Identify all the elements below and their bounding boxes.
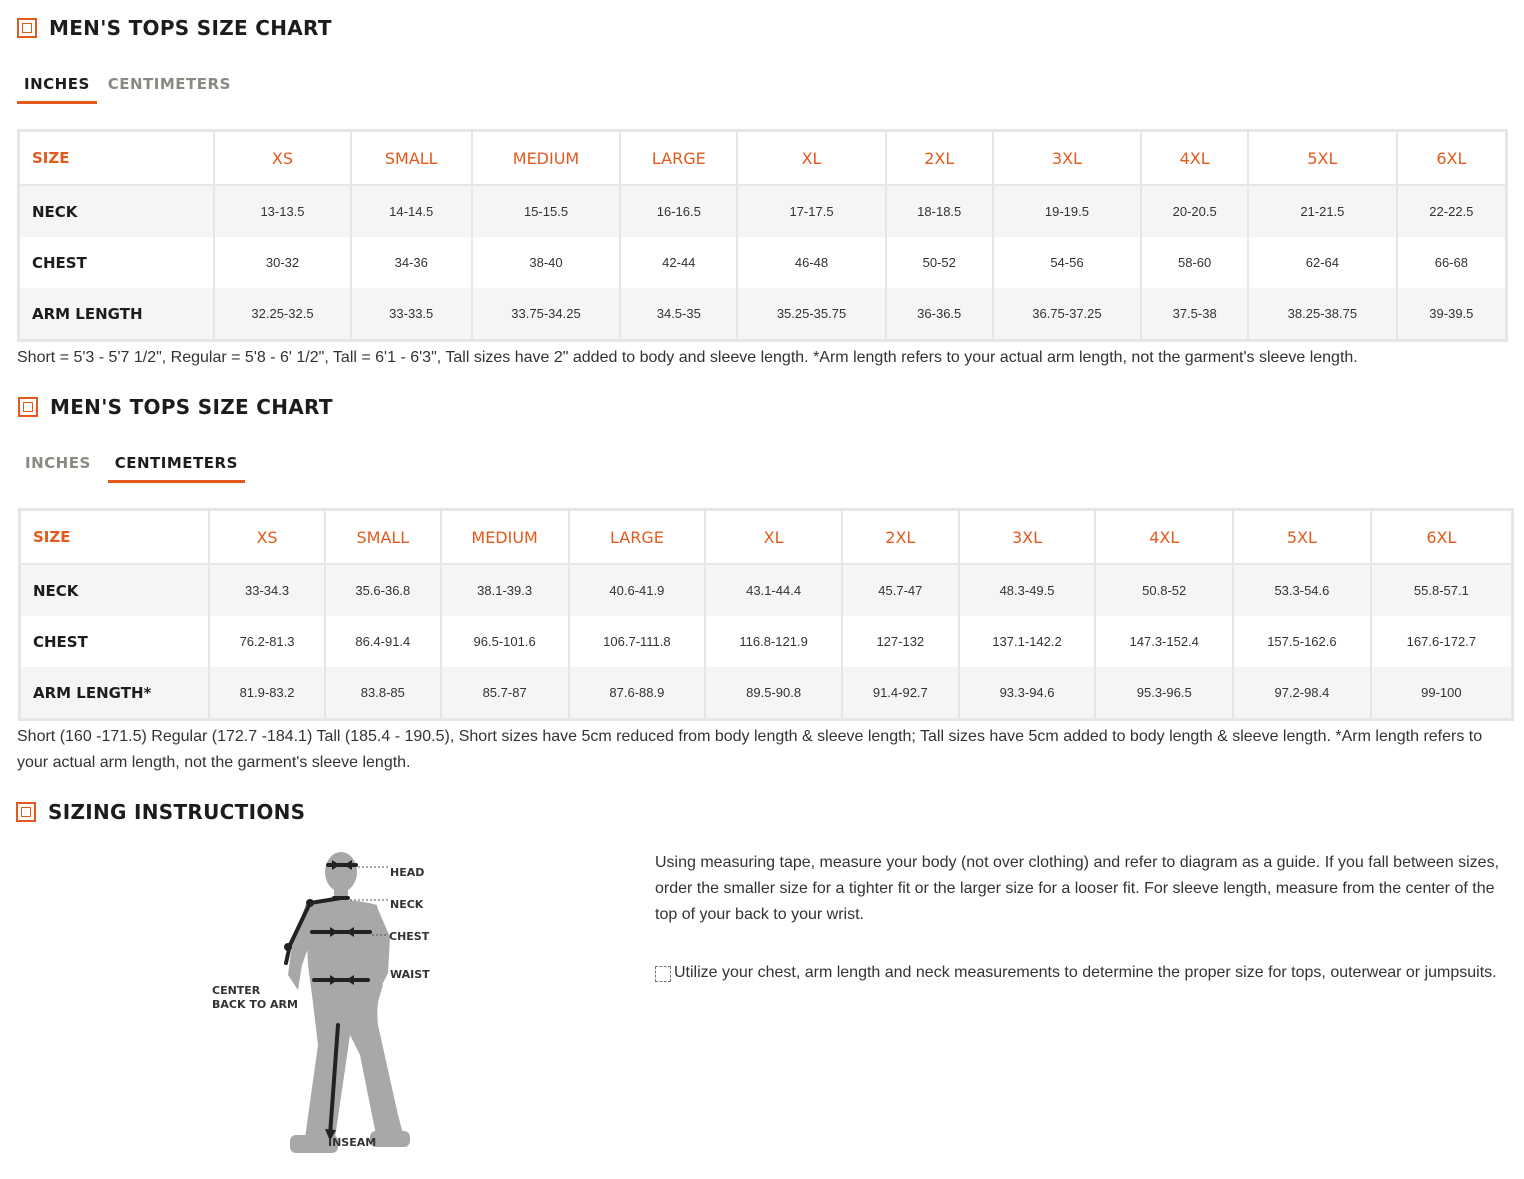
header-cell: 5XL (1248, 131, 1397, 186)
header-cell: 3XL (993, 131, 1142, 186)
size-table-centimeters (18, 508, 1514, 721)
diagram-label-chest: CHEST (389, 930, 430, 943)
header-cell: XL (705, 510, 842, 565)
header-cell: MEDIUM (441, 510, 569, 565)
table-cell: 16-16.5 (620, 185, 737, 237)
table-cell: 33-33.5 (351, 288, 472, 341)
table-cell: 46-48 (737, 237, 886, 288)
header-cell: SMALL (325, 510, 441, 565)
centimeters-size-note: Short (160 -171.5) Regular (172.7 -184.1) Tall (185.4 - 190.5), Short sizes have 5cm reduced from body length & sleeve length; Tall sizes have 5cm added to body length & sleeve length. *Arm length refers to your actual arm length, not the garment's sleeve length. (17, 728, 1483, 771)
table-cell: 96.5-101.6 (441, 616, 569, 667)
table-row (19, 288, 1507, 341)
table-cell: 97.2-98.4 (1233, 667, 1371, 720)
table-cell: 83.8-85 (325, 667, 441, 720)
table-cell: 95.3-96.5 (1095, 667, 1233, 720)
table-cell: 39-39.5 (1397, 288, 1507, 341)
header-cell: 2XL (842, 510, 959, 565)
table-cell: 35.25-35.75 (737, 288, 886, 341)
table-cell: 81.9-83.2 (209, 667, 325, 720)
table-cell: 38-40 (472, 237, 621, 288)
section2-unit-tabs (18, 454, 247, 483)
size-table-inches (17, 129, 1508, 342)
diagram-label-head: HEAD (390, 866, 425, 879)
table-cell: 33.75-34.25 (472, 288, 621, 341)
sizing-instructions-heading (16, 800, 305, 824)
table-row (20, 616, 1513, 667)
table-cell: 167.6-172.7 (1371, 616, 1513, 667)
table-cell: 30-32 (214, 237, 351, 288)
inches-size-note: Short = 5'3 - 5'7 1/2", Regular = 5'8 - 6' 1/2", Tall = 6'1 - 6'3", Tall sizes have 2" added to body and sleeve length. *Arm length refers to your actual arm length, not the garment's sleeve length. (17, 349, 1358, 366)
header-cell: MEDIUM (472, 131, 621, 186)
row-label: NECK (19, 185, 215, 237)
header-cell: XS (214, 131, 351, 186)
table-cell: 36-36.5 (886, 288, 993, 341)
section1-unit-tabs (17, 75, 240, 104)
table-cell: 93.3-94.6 (959, 667, 1096, 720)
table-cell: 50-52 (886, 237, 993, 288)
instructions-icon (16, 802, 36, 822)
table-row (20, 564, 1513, 616)
table-cell: 99-100 (1371, 667, 1513, 720)
header-cell: 3XL (959, 510, 1096, 565)
table-cell: 55.8-57.1 (1371, 564, 1513, 616)
table-cell: 106.7-111.8 (569, 616, 706, 667)
table-cell: 66-68 (1397, 237, 1507, 288)
table-cell: 38.25-38.75 (1248, 288, 1397, 341)
table-header-row (19, 131, 1507, 186)
size-chart-icon (17, 18, 37, 38)
table-header-row (20, 510, 1513, 565)
header-cell: 4XL (1095, 510, 1233, 565)
table-cell: 34-36 (351, 237, 472, 288)
row-label: ARM LENGTH (19, 288, 215, 341)
diagram-label-center: CENTER (212, 984, 261, 997)
header-cell: 2XL (886, 131, 993, 186)
diagram-label-inseam: INSEAM (328, 1136, 377, 1149)
diagram-label-waist: WAIST (390, 968, 430, 981)
table-cell: 86.4-91.4 (325, 616, 441, 667)
table-cell: 43.1-44.4 (705, 564, 842, 616)
diagram-label-back-to-arm: BACK TO ARM (212, 998, 298, 1011)
section1-title: MEN'S TOPS SIZE CHART (49, 16, 332, 40)
header-cell: 4XL (1141, 131, 1248, 186)
table-cell: 21-21.5 (1248, 185, 1397, 237)
table-cell: 34.5-35 (620, 288, 737, 341)
tab-inches[interactable]: INCHES (17, 75, 97, 104)
row-label: NECK (20, 564, 210, 616)
row-label: ARM LENGTH* (20, 667, 210, 720)
section1-heading (17, 16, 332, 40)
table-cell: 19-19.5 (993, 185, 1142, 237)
table-cell: 91.4-92.7 (842, 667, 959, 720)
table-cell: 76.2-81.3 (209, 616, 325, 667)
sizing-instructions-title: SIZING INSTRUCTIONS (48, 800, 306, 824)
header-cell: 6XL (1397, 131, 1507, 186)
table-cell: 137.1-142.2 (959, 616, 1096, 667)
table-cell: 50.8-52 (1095, 564, 1233, 616)
table-cell: 58-60 (1141, 237, 1248, 288)
measurement-diagram (200, 845, 460, 1165)
tab-centimeters[interactable]: CENTIMETERS (107, 75, 231, 93)
section2-title: MEN'S TOPS SIZE CHART (50, 395, 333, 419)
table-cell: 37.5-38 (1141, 288, 1248, 341)
table-cell: 20-20.5 (1141, 185, 1248, 237)
size-chart-icon (18, 397, 38, 417)
table-row (20, 667, 1513, 720)
tab-centimeters[interactable]: CENTIMETERS (108, 454, 245, 483)
table-cell: 85.7-87 (441, 667, 569, 720)
table-cell: 87.6-88.9 (569, 667, 706, 720)
table-cell: 18-18.5 (886, 185, 993, 237)
table-cell: 157.5-162.6 (1233, 616, 1371, 667)
table-cell: 33-34.3 (209, 564, 325, 616)
table-cell: 38.1-39.3 (441, 564, 569, 616)
table-cell: 147.3-152.4 (1095, 616, 1233, 667)
table-cell: 13-13.5 (214, 185, 351, 237)
table-cell: 53.3-54.6 (1233, 564, 1371, 616)
instructions-paragraph-2: Utilize your chest, arm length and neck measurements to determine the proper size for tops, outerwear or jumpsuits. (674, 964, 1497, 981)
header-cell: 5XL (1233, 510, 1371, 565)
table-cell: 15-15.5 (472, 185, 621, 237)
table-cell: 40.6-41.9 (569, 564, 706, 616)
table-cell: 45.7-47 (842, 564, 959, 616)
table-cell: 14-14.5 (351, 185, 472, 237)
instructions-paragraph-1: Using measuring tape, measure your body (not over clothing) and refer to diagram as a guide. If you fall between sizes, order the smaller size for a tighter fit or the larger size for a looser fit. For sleeve length, measure from the center of the top of your back to your wrist. (655, 854, 1500, 923)
row-label: CHEST (20, 616, 210, 667)
header-cell: LARGE (620, 131, 737, 186)
header-cell: XS (209, 510, 325, 565)
header-cell: SIZE (19, 131, 215, 186)
table-cell: 17-17.5 (737, 185, 886, 237)
placeholder-image-icon (655, 966, 671, 982)
table-cell: 35.6-36.8 (325, 564, 441, 616)
table-cell: 54-56 (993, 237, 1142, 288)
diagram-label-neck: NECK (390, 898, 424, 911)
table-cell: 89.5-90.8 (705, 667, 842, 720)
table-cell: 116.8-121.9 (705, 616, 842, 667)
header-cell: 6XL (1371, 510, 1513, 565)
table-cell: 62-64 (1248, 237, 1397, 288)
table-row (19, 185, 1507, 237)
instructions-paragraph-2-row (655, 960, 1517, 986)
table-cell: 48.3-49.5 (959, 564, 1096, 616)
header-cell: SIZE (20, 510, 210, 565)
header-cell: XL (737, 131, 886, 186)
header-cell: LARGE (569, 510, 706, 565)
section2-heading (18, 395, 333, 419)
header-cell: SMALL (351, 131, 472, 186)
row-label: CHEST (19, 237, 215, 288)
table-row (19, 237, 1507, 288)
table-cell: 32.25-32.5 (214, 288, 351, 341)
table-cell: 42-44 (620, 237, 737, 288)
table-cell: 127-132 (842, 616, 959, 667)
table-cell: 22-22.5 (1397, 185, 1507, 237)
table-cell: 36.75-37.25 (993, 288, 1142, 341)
tab-inches[interactable]: INCHES (25, 454, 91, 472)
